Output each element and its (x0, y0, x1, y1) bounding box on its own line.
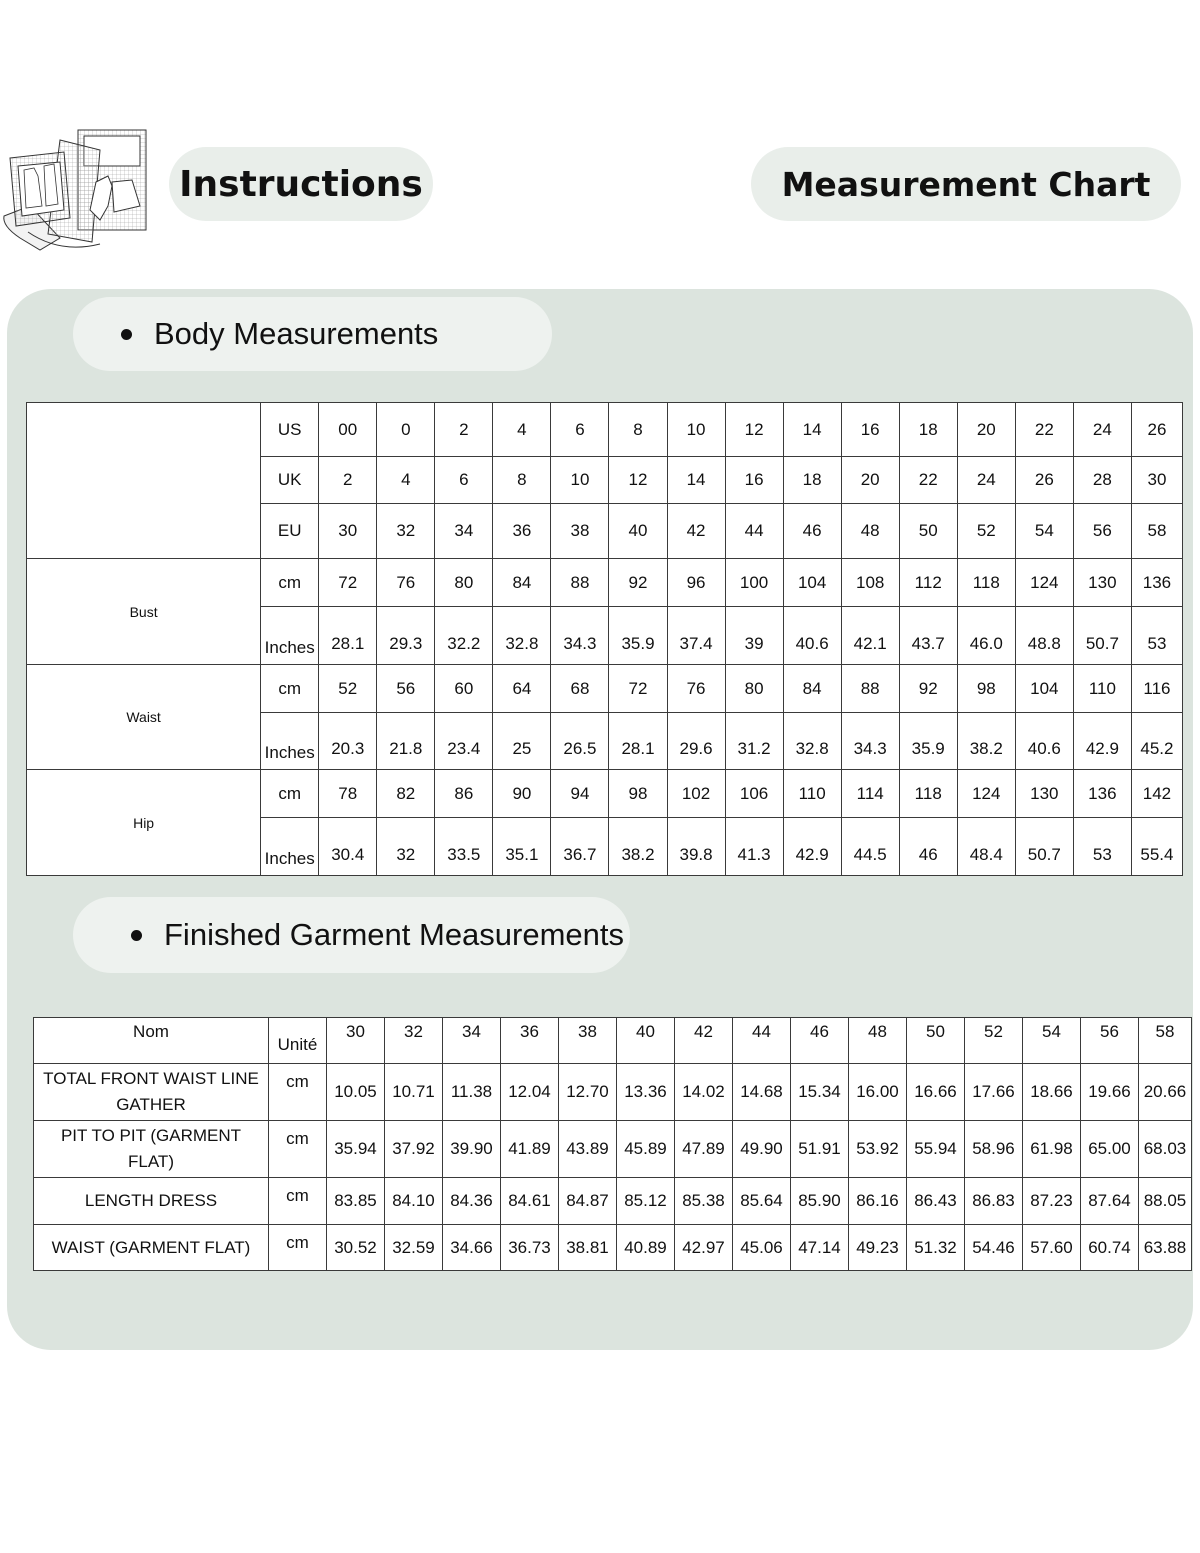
garment-measurements-heading (73, 897, 630, 973)
measurement-group-label: Bust (27, 559, 261, 665)
measurement-value: 92 (609, 559, 667, 607)
unit-label: cm (269, 1178, 327, 1225)
measurement-value: 130 (1015, 770, 1073, 818)
unit-label: Inches (261, 607, 319, 665)
body-measurements-title: Body Measurements (154, 316, 439, 351)
measurement-value: 32.8 (783, 713, 841, 770)
unit-label: cm (261, 559, 319, 607)
measurement-value: 136 (1073, 770, 1131, 818)
garment-measurement-name: PIT TO PIT (GARMENT FLAT) (34, 1121, 269, 1178)
measurement-value: 92 (899, 665, 957, 713)
measurement-value: 124 (957, 770, 1015, 818)
size-value: 46 (783, 504, 841, 559)
garment-value: 84.36 (443, 1178, 501, 1225)
measurement-value: 31.2 (725, 713, 783, 770)
size-value: 40 (609, 504, 667, 559)
garment-value: 51.32 (907, 1225, 965, 1271)
size-column-header: 56 (1081, 1018, 1139, 1064)
size-value: 50 (899, 504, 957, 559)
garment-value: 85.64 (733, 1178, 791, 1225)
size-value: 20 (957, 403, 1015, 457)
garment-value: 83.85 (327, 1178, 385, 1225)
garment-value: 16.00 (849, 1064, 907, 1121)
garment-row (34, 1121, 1192, 1178)
measurement-value: 48.4 (957, 818, 1015, 876)
garment-value: 86.16 (849, 1178, 907, 1225)
unit-label: cm (269, 1225, 327, 1271)
measurement-value: 33.5 (435, 818, 493, 876)
garment-value: 10.71 (385, 1064, 443, 1121)
measurement-value: 142 (1131, 770, 1182, 818)
measurement-value: 108 (841, 559, 899, 607)
measurement-value: 26.5 (551, 713, 609, 770)
measurement-value: 30.4 (319, 818, 377, 876)
measurement-value: 86 (435, 770, 493, 818)
measurement-row (27, 770, 1183, 818)
measurement-value: 41.3 (725, 818, 783, 876)
unit-label: Inches (261, 818, 319, 876)
garment-value: 68.03 (1139, 1121, 1192, 1178)
garment-value: 11.38 (443, 1064, 501, 1121)
measurement-value: 82 (377, 770, 435, 818)
measurement-value: 46.0 (957, 607, 1015, 665)
size-column-header: 38 (559, 1018, 617, 1064)
measurement-value: 84 (783, 665, 841, 713)
size-value: 38 (551, 504, 609, 559)
measurement-value: 130 (1073, 559, 1131, 607)
garment-value: 87.23 (1023, 1178, 1081, 1225)
measurement-value: 40.6 (1015, 713, 1073, 770)
size-value: 34 (435, 504, 493, 559)
measurement-value: 76 (377, 559, 435, 607)
measurement-value: 32.8 (493, 607, 551, 665)
garment-value: 87.64 (1081, 1178, 1139, 1225)
size-value: 44 (725, 504, 783, 559)
garment-value: 49.90 (733, 1121, 791, 1178)
measurement-value: 35.9 (609, 607, 667, 665)
measurement-value: 28.1 (319, 607, 377, 665)
measurement-value: 56 (377, 665, 435, 713)
size-value: 20 (841, 457, 899, 504)
measurement-value: 76 (667, 665, 725, 713)
garment-value: 58.96 (965, 1121, 1023, 1178)
size-column-header: 32 (385, 1018, 443, 1064)
measurement-value: 118 (957, 559, 1015, 607)
measurement-value: 68 (551, 665, 609, 713)
measurement-value: 29.3 (377, 607, 435, 665)
garment-value: 35.94 (327, 1121, 385, 1178)
garment-row (34, 1064, 1192, 1121)
measurement-value: 72 (609, 665, 667, 713)
size-column-header: 36 (501, 1018, 559, 1064)
garment-value: 12.04 (501, 1064, 559, 1121)
measurement-value: 36.7 (551, 818, 609, 876)
garment-value: 86.43 (907, 1178, 965, 1225)
garment-value: 12.70 (559, 1064, 617, 1121)
measurement-value: 98 (957, 665, 1015, 713)
garment-value: 54.46 (965, 1225, 1023, 1271)
garment-value: 57.60 (1023, 1225, 1081, 1271)
size-value: 22 (1015, 403, 1073, 457)
measurement-value: 25 (493, 713, 551, 770)
size-system-label: EU (261, 504, 319, 559)
garment-value: 42.97 (675, 1225, 733, 1271)
size-column-header: 54 (1023, 1018, 1081, 1064)
garment-value: 14.68 (733, 1064, 791, 1121)
measurement-value: 80 (725, 665, 783, 713)
size-column-header: 58 (1139, 1018, 1192, 1064)
measurement-value: 39.8 (667, 818, 725, 876)
measurement-row (27, 559, 1183, 607)
size-column-header: 40 (617, 1018, 675, 1064)
garment-value: 43.89 (559, 1121, 617, 1178)
size-column-header: 30 (327, 1018, 385, 1064)
size-value: 36 (493, 504, 551, 559)
measurement-value: 78 (319, 770, 377, 818)
size-value: 2 (435, 403, 493, 457)
size-value: 10 (667, 403, 725, 457)
measurement-value: 23.4 (435, 713, 493, 770)
garment-value: 53.92 (849, 1121, 907, 1178)
garment-value: 55.94 (907, 1121, 965, 1178)
unit-label: cm (269, 1121, 327, 1178)
garment-value: 88.05 (1139, 1178, 1192, 1225)
unit-label: Inches (261, 713, 319, 770)
measurement-value: 64 (493, 665, 551, 713)
size-value: 48 (841, 504, 899, 559)
measurement-value: 48.8 (1015, 607, 1073, 665)
size-column-header: 42 (675, 1018, 733, 1064)
measurement-value: 106 (725, 770, 783, 818)
unit-label: cm (261, 770, 319, 818)
measurement-value: 28.1 (609, 713, 667, 770)
measurement-value: 42.1 (841, 607, 899, 665)
measurement-value: 37.4 (667, 607, 725, 665)
measurement-value: 45.2 (1131, 713, 1182, 770)
size-value: 58 (1131, 504, 1182, 559)
garment-value: 61.98 (1023, 1121, 1081, 1178)
garment-value: 40.89 (617, 1225, 675, 1271)
measurement-value: 46 (899, 818, 957, 876)
size-value: 54 (1015, 504, 1073, 559)
size-value: 6 (435, 457, 493, 504)
size-value: 14 (667, 457, 725, 504)
blank-cell (27, 403, 261, 559)
size-value: 0 (377, 403, 435, 457)
size-value: 8 (493, 457, 551, 504)
garment-value: 39.90 (443, 1121, 501, 1178)
measurement-row (27, 665, 1183, 713)
measurement-value: 110 (783, 770, 841, 818)
measurement-value: 38.2 (609, 818, 667, 876)
garment-value: 36.73 (501, 1225, 559, 1271)
measurement-value: 42.9 (783, 818, 841, 876)
measurement-value: 40.6 (783, 607, 841, 665)
measurement-value: 38.2 (957, 713, 1015, 770)
size-value: 26 (1015, 457, 1073, 504)
garment-value: 47.89 (675, 1121, 733, 1178)
size-column-header: 50 (907, 1018, 965, 1064)
measurement-value: 118 (899, 770, 957, 818)
measurement-value: 53 (1131, 607, 1182, 665)
garment-value: 45.89 (617, 1121, 675, 1178)
measurement-value: 60 (435, 665, 493, 713)
measurement-value: 104 (1015, 665, 1073, 713)
bullet-icon (121, 329, 132, 340)
size-value: 12 (725, 403, 783, 457)
name-column-header: Nom (34, 1018, 269, 1064)
size-value: 24 (957, 457, 1015, 504)
measurement-value: 34.3 (841, 713, 899, 770)
garment-value: 41.89 (501, 1121, 559, 1178)
size-value: 14 (783, 403, 841, 457)
bullet-icon (131, 930, 142, 941)
measurement-value: 34.3 (551, 607, 609, 665)
garment-value: 84.10 (385, 1178, 443, 1225)
measurement-value: 114 (841, 770, 899, 818)
size-system-label: UK (261, 457, 319, 504)
size-value: 12 (609, 457, 667, 504)
size-column-header: 44 (733, 1018, 791, 1064)
instructions-heading: Instructions (169, 147, 433, 221)
measurement-value: 52 (319, 665, 377, 713)
garment-value: 84.61 (501, 1178, 559, 1225)
measurement-value: 102 (667, 770, 725, 818)
measurement-value: 21.8 (377, 713, 435, 770)
garment-value: 47.14 (791, 1225, 849, 1271)
garment-value: 85.12 (617, 1178, 675, 1225)
measurement-value: 20.3 (319, 713, 377, 770)
garment-measurement-name: TOTAL FRONT WAIST LINE GATHER (34, 1064, 269, 1121)
measurement-value: 88 (841, 665, 899, 713)
garment-value: 10.05 (327, 1064, 385, 1121)
measurement-value: 96 (667, 559, 725, 607)
size-value: 18 (783, 457, 841, 504)
size-value: 26 (1131, 403, 1182, 457)
size-value: 16 (841, 403, 899, 457)
size-value: 10 (551, 457, 609, 504)
garment-value: 13.36 (617, 1064, 675, 1121)
garment-value: 65.00 (1081, 1121, 1139, 1178)
size-value: 30 (319, 504, 377, 559)
garment-value: 30.52 (327, 1225, 385, 1271)
measurement-value: 50.7 (1073, 607, 1131, 665)
garment-value: 86.83 (965, 1178, 1023, 1225)
garment-value: 34.66 (443, 1225, 501, 1271)
unit-label: cm (269, 1064, 327, 1121)
measurement-value: 39 (725, 607, 783, 665)
measurement-value: 80 (435, 559, 493, 607)
size-value: 8 (609, 403, 667, 457)
size-value: 22 (899, 457, 957, 504)
size-system-label: US (261, 403, 319, 457)
size-row (27, 403, 1183, 457)
size-column-header: 48 (849, 1018, 907, 1064)
garment-value: 19.66 (1081, 1064, 1139, 1121)
measurement-value: 29.6 (667, 713, 725, 770)
garment-value: 15.34 (791, 1064, 849, 1121)
measurement-value: 98 (609, 770, 667, 818)
measurement-value: 90 (493, 770, 551, 818)
size-value: 4 (377, 457, 435, 504)
size-value: 52 (957, 504, 1015, 559)
garment-value: 16.66 (907, 1064, 965, 1121)
unit-column-header: Unité (269, 1018, 327, 1064)
unit-label: cm (261, 665, 319, 713)
size-value: 18 (899, 403, 957, 457)
measurement-value: 124 (1015, 559, 1073, 607)
measurement-value: 136 (1131, 559, 1182, 607)
garment-value: 38.81 (559, 1225, 617, 1271)
garment-value: 45.06 (733, 1225, 791, 1271)
measurement-value: 50.7 (1015, 818, 1073, 876)
measurement-value: 35.1 (493, 818, 551, 876)
size-value: 24 (1073, 403, 1131, 457)
measurement-value: 100 (725, 559, 783, 607)
size-value: 32 (377, 504, 435, 559)
measurement-value: 35.9 (899, 713, 957, 770)
measurement-value: 104 (783, 559, 841, 607)
size-value: 30 (1131, 457, 1182, 504)
garment-value: 60.74 (1081, 1225, 1139, 1271)
size-value: 6 (551, 403, 609, 457)
garment-value: 51.91 (791, 1121, 849, 1178)
garment-value: 20.66 (1139, 1064, 1192, 1121)
size-value: 4 (493, 403, 551, 457)
garment-value: 17.66 (965, 1064, 1023, 1121)
garment-value: 84.87 (559, 1178, 617, 1225)
garment-value: 32.59 (385, 1225, 443, 1271)
body-measurements-table (26, 402, 1183, 876)
measurement-value: 112 (899, 559, 957, 607)
measurement-value: 72 (319, 559, 377, 607)
size-column-header: 52 (965, 1018, 1023, 1064)
measurement-value: 94 (551, 770, 609, 818)
measurement-value: 116 (1131, 665, 1182, 713)
measurement-value: 110 (1073, 665, 1131, 713)
garment-value: 49.23 (849, 1225, 907, 1271)
sewing-pattern-logo-icon (0, 126, 150, 256)
measurement-group-label: Waist (27, 665, 261, 770)
body-measurements-heading (73, 297, 552, 371)
measurement-value: 53 (1073, 818, 1131, 876)
measurement-value: 42.9 (1073, 713, 1131, 770)
garment-value: 85.90 (791, 1178, 849, 1225)
size-value: 16 (725, 457, 783, 504)
size-column-header: 34 (443, 1018, 501, 1064)
size-value: 28 (1073, 457, 1131, 504)
size-value: 00 (319, 403, 377, 457)
measurement-value: 55.4 (1131, 818, 1182, 876)
garment-header-row (34, 1018, 1192, 1064)
size-value: 56 (1073, 504, 1131, 559)
garment-value: 18.66 (1023, 1064, 1081, 1121)
measurement-value: 32 (377, 818, 435, 876)
garment-measurements-table (33, 1017, 1192, 1271)
measurement-group-label: Hip (27, 770, 261, 876)
measurement-value: 44.5 (841, 818, 899, 876)
garment-row (34, 1178, 1192, 1225)
size-value: 42 (667, 504, 725, 559)
size-column-header: 46 (791, 1018, 849, 1064)
measurement-chart-heading: Measurement Chart (751, 147, 1181, 221)
measurement-value: 32.2 (435, 607, 493, 665)
garment-value: 14.02 (675, 1064, 733, 1121)
measurement-value: 88 (551, 559, 609, 607)
garment-measurements-title: Finished Garment Measurements (164, 917, 625, 952)
measurement-value: 84 (493, 559, 551, 607)
garment-measurement-name: LENGTH DRESS (34, 1178, 269, 1225)
garment-row (34, 1225, 1192, 1271)
size-value: 2 (319, 457, 377, 504)
garment-value: 63.88 (1139, 1225, 1192, 1271)
garment-measurement-name: WAIST (GARMENT FLAT) (34, 1225, 269, 1271)
garment-value: 85.38 (675, 1178, 733, 1225)
measurement-value: 43.7 (899, 607, 957, 665)
garment-value: 37.92 (385, 1121, 443, 1178)
